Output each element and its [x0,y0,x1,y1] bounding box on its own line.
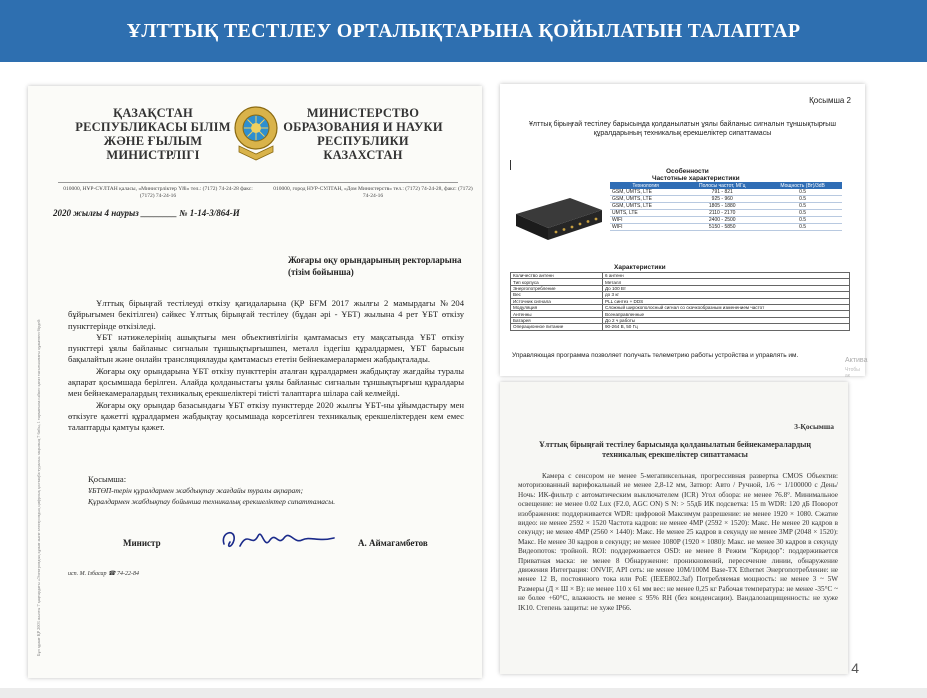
table-cell: Модуляция [511,304,603,310]
jammer-spec-image [500,84,868,379]
table-cell: 791 - 821 [681,189,763,196]
table-cell: GSM, UMTS, LTE [610,189,681,196]
table-cell: 1805 - 1880 [681,203,763,210]
table-cell: Всенаправленные [603,311,850,317]
ministry-letter-image [28,86,482,678]
attachment-item: ҰБТӨП-терін құралдармен жабдықтау жағдайы туралы ақпарат; [88,486,304,495]
doc-body: Камера с сенсором не менее 5-мегапиксельная, прогрессивная развертка CMOS Объектив: моторизованный варифокальный не менее 2,8-12 мм, Затвор: Авто / Ручной, 1/6 ~ 1/100000 с День/Ночь: ИК-фильтр с автоматическим выключателем (ICR) Угол обзора: не менее 76.8°. Минимальное освещение: не менее 0.02 Lux (F2.0, AGC ON) S N: > 55дБ ИК подсветка: 15 m WDR: 120 дБ Поворот изображения: поддерживается WDR: цифровой Максимум разрешение: не менее 1920 × 1080. Сжатие видео: не менее 2592 × 1520 Частота кадров: не менее 4MP (2592 × 1520): Макс. Не менее 20 кадров в секунду; не менее 4MP (2560 × 1440): Макс. Не менее 25 кадров в секунду не менее 3MP (2048 × 1520): Макс. Не менее 30 кадров в секунду; не менее 1080P (1920 × 1080): Макс. не менее 30 кадров в секунду Видеопоток: тройной. ROI: поддерживается OSD: не менее 8 Режим "Коридор": поддерживается Приватная маска: не менее 8 Обнаружение: проникновений, пересечение линии, обнаружение движения Интеграция: ONVIF, API сеть: не менее 10M/100M Base-TX Ethernet Энергопотребление: не менее 12 В, постоянного тока или PoE (IEEE802.3af) Потребляемая мощность: не менее 3 ~ 5W Размеры (Д × Ш × В): не менее 110 x 61 мм вес: не менее 0,25 кг Рабочая температура: не менее -35°C ~ не более +60°C, влажность не менее ≤ 95% RH (без конденсации). Вандалозащищенность: не хуже IK10. Степень защиты: не хуже IP66. [518,472,838,612]
table-cell: Энергопотребление [511,285,603,291]
table-cell: 0.5 [763,196,842,203]
column-header: Полосы частот, МГц [681,182,763,189]
table-cell: 0.5 [763,224,842,231]
letter-reference: 2020 жылғы 4 наурыз ________ № 1-14-3/864-И [53,208,240,218]
table-cell: Металл [603,279,850,285]
table-cell: 2400 - 2500 [681,217,763,224]
attachments-title: Қосымша: [88,474,127,484]
frequency-table [610,182,842,231]
frequency-title: Частотные характеристики [652,175,740,182]
bottom-strip [0,688,927,698]
table-row [610,210,842,217]
table-row [511,324,850,330]
table-cell: 90-264 В, 50 Гц [603,324,850,330]
column-header: Технология [610,182,681,189]
table-cell: Источник сигнала [511,298,603,304]
table-cell: GSM, UMTS, LTE [610,203,681,210]
doc-title: Ұлттық бірыңғай тестілеу барысында қолданылатын бейнекамералардың техникалық ерекшеліктер сипаттамасы [539,440,811,459]
address-russian: 010000, город НУР-СУЛТАН, «Дом Министерств» тел.: (7172) 74-24-28, факс: (7172) 74-24-16 [273,186,473,199]
table-row [610,196,842,203]
table-cell: До 2 ч работы [603,317,850,323]
table-cell: Тип корпуса [511,279,603,285]
table-row [610,217,842,224]
letter-body [68,298,464,434]
table-header-row [610,182,842,189]
slide-title: ҰЛТТЫҚ ТЕСТІЛЕУ ОРТАЛЫҚТАРЫНА ҚОЙЫЛАТЫН ТАЛАПТАР [126,19,801,42]
doc-title: Ұлттық бірыңғай тестілеу барысында қолданылатын ұялы байланыс сигналын тұншықтырғыш құралдарының техникалық ерекшеліктер сипаттамасы [529,121,836,137]
text-cursor [510,160,511,170]
table-row [610,224,842,231]
table-cell: WIFI [610,217,681,224]
attachment-item: Құралдармен жабдықтау бойынша техникалық ерекшеліктер сипаттамасы. [88,497,336,506]
table-cell: до 3 кг [603,292,850,298]
table-cell: 6 антенн [603,273,850,279]
table-row [610,203,842,210]
table-cell: Сложный широкополосный сигнал со скачкообразным изменением частот [603,304,850,310]
specs-table [510,272,850,331]
letter-recipient: Жоғары оқу орындарының ректорларына (тізім бойынша) [288,255,462,277]
table-cell: Вес [511,292,603,298]
table-cell: 0.5 [763,189,842,196]
table-cell: 5150 - 5850 [681,224,763,231]
page-number: 4 [851,660,859,676]
letter-paragraph: Жоғары оқу орындарына ҰБТ өткізу пункттерін аталған құралдармен жабдықтау жағдайы туралы ақпарат қосымшада берілген. Алайда қолданыстағы ұялы байланыс сигналын тұншықтырғыш құралдары мен бейнекамералардың техникалық ерекшеліктері тиісті талаптарға шілара сай келмейді. [68,365,464,399]
letterhead-russian: МИНИСТЕРСТВО ОБРАЗОВАНИЯ И НАУКИ РЕСПУБЛИКИ КАЗАХСТАН [283,106,443,162]
letter-paragraph: ҰБТ нәтижелерінің ашықтығы мен объективтілігін қамтамасыз ету мақсатында ҰБТ өткізу пункттері ұялы байланыс сигналын тұншықтырғышпен, металл іздегіш құралдармен, ҰБТ барысын бақылайтын және онлайн трансляциялауды қамтамасыз ететін бейнекамералармен жабдықталады. [68,331,464,365]
table-cell: Антенны [511,311,603,317]
camera-spec-image [500,382,848,674]
column-header: Мощность (Вт)/3dB [763,182,842,189]
letterhead-divider [58,182,458,183]
table-cell: 0.5 [763,210,842,217]
table-cell: До 100 Вт [603,285,850,291]
letter-paragraph: Ұлттық бірыңғай тестілеуді өткізу қағидаларына (ҚР БҒМ 2017 жылғы 2 мамырдағы №204 бұйрығымен бекітілген) сәйкес Ұлттық бірыңғай тестілеу (бұдан әрі - ҰБТ) жылына 4 рет ҰБТ өткізу пункттерінде өткізіледі. [68,298,464,331]
executor-line: исп. М. Ізбасар ☎ 74-22-84 [68,571,139,577]
features-title: Особенности [666,168,709,175]
table-cell: 2110 - 2170 [681,210,763,217]
signer-name: А. Аймагамбетов [358,538,428,548]
annex-label: 3-Қосымша [794,422,834,431]
table-cell: Количество антенн [511,273,603,279]
handwritten-signature-icon [218,522,338,558]
table-cell: 0.5 [763,217,842,224]
table-cell: 925 - 960 [681,196,763,203]
address-kazakh: 010000, НҰР-СҰЛТАН қаласы, «Министрліктер Үйі» тел.: (7172) 74-24-28 факс: (7172) 74-24-16 [63,186,253,199]
letter-paragraph: Жоғары оқу орындар базасындағы ҰБТ өткізу пункттерде 2020 жылғы ҰБТ-ны ұйымдастыру мен өткізуге қажетті құралдармен жабдықтау қосымшада көрсетілген техникалық ерекшеліктерден кем емес талаптарды қамтуы қажет. [68,399,464,433]
doc-footer: Управляющая программа позволяет получать телеметрию работы устройства и управлять им. [512,352,799,359]
letterhead-kazakh: ҚАЗАҚСТАН РЕСПУБЛИКАСЫ БІЛІМ ЖӘНЕ ҒЫЛЫМ МИНИСТРЛІГІ [75,106,231,162]
activation-watermark-sub: Чтобы ак [845,367,860,379]
table-cell: 0.5 [763,203,842,210]
specs-title: Характеристики [614,264,666,271]
side-note: Бұл құжат ҚР 2003 жылғы 7 қаңтардағы «Электрондық құжат және электрондық цифрлық қолтаңба туралы» заңының 7 бабы, 1 тармағына сәйкес қағаз тасығыштағы құжатпен бірдей [36,319,41,656]
state-emblem-icon [233,102,279,162]
table-cell: UMTS, LTE [610,210,681,217]
table-cell: Батарея [511,317,603,323]
table-cell: GSM, UMTS, LTE [610,196,681,203]
table-cell: Операционное питание [511,324,603,330]
table-cell: PLL синтез + DDS [603,298,850,304]
table-cell: WIFI [610,224,681,231]
annex-label: Қосымша 2 [809,96,851,105]
signer-role: Министр [123,538,161,548]
jammer-device-icon [512,192,604,246]
title-banner [0,0,927,62]
activation-watermark: Актива [845,357,868,364]
